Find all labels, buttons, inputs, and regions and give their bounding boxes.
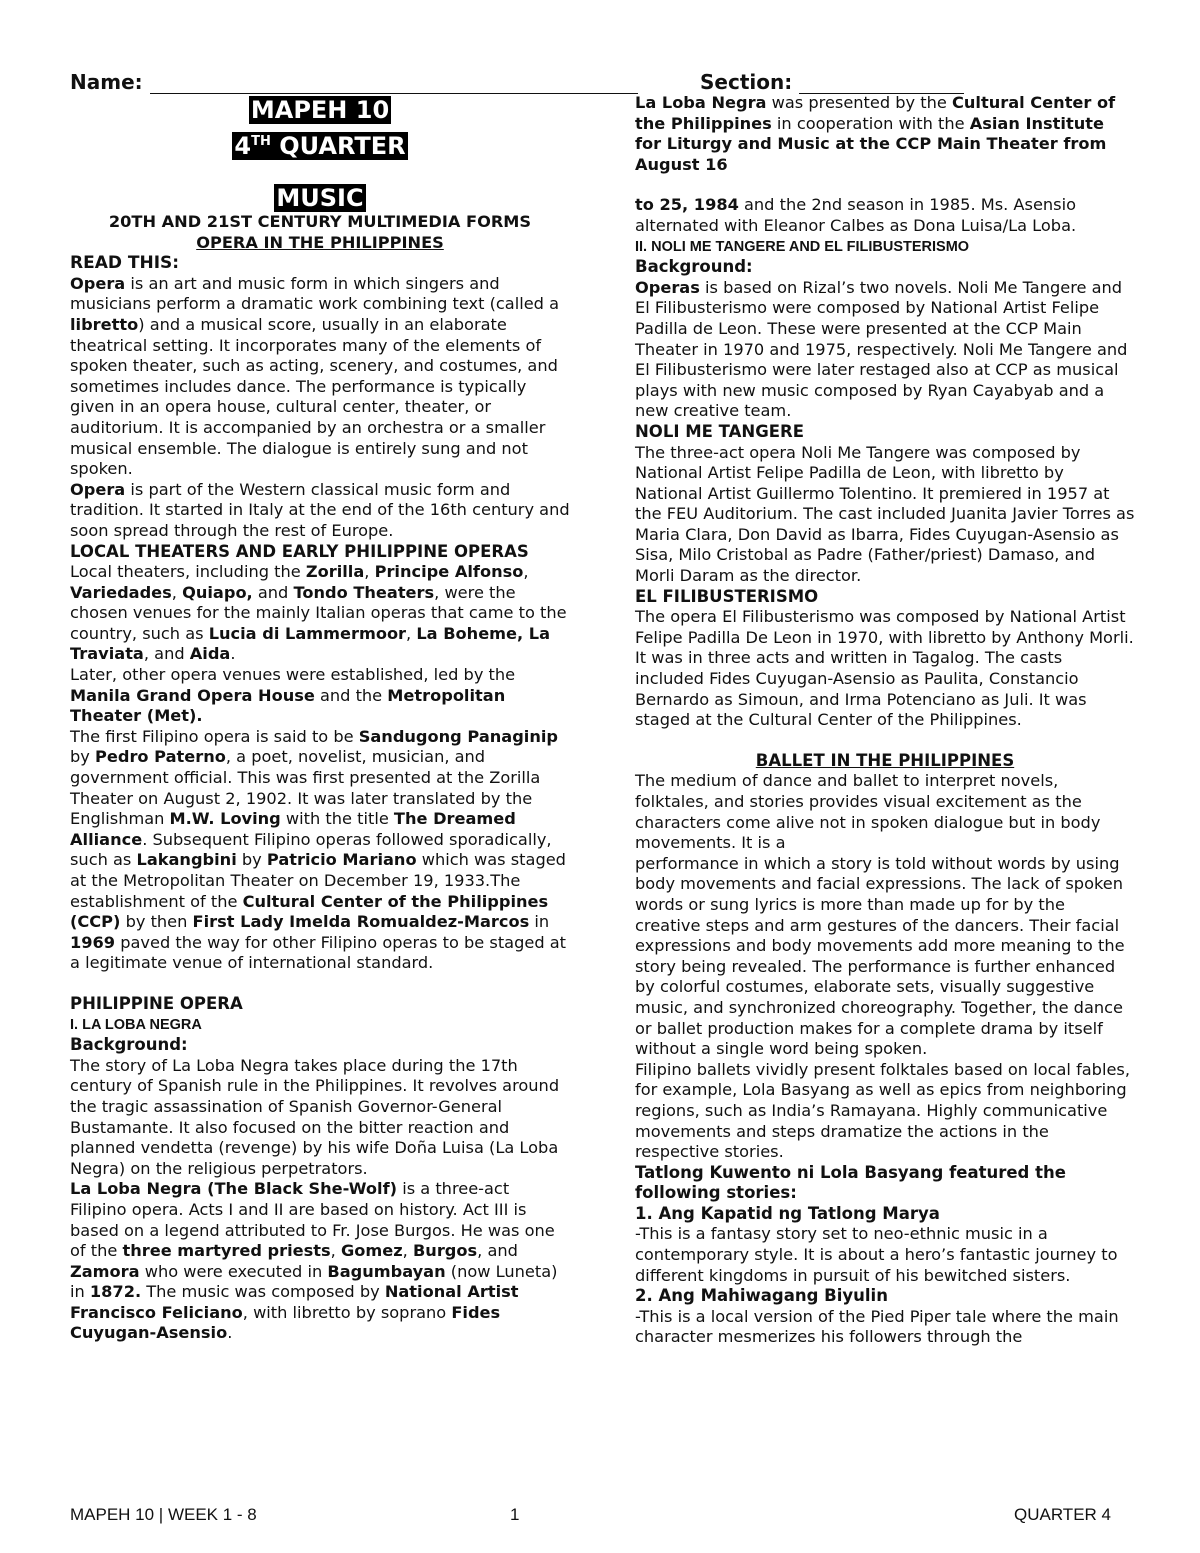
heading-ballet: BALLET IN THE PHILIPPINES [755,750,1015,770]
footer-page-number: 1 [510,1505,520,1524]
paragraph-loba-presentation: La Loba Negra was presented by the Cultural Center of the Philippines in cooperation with the Asian Institute for Liturgy and Music at the CCP Main Theater from August 16 [635,93,1116,174]
heading-la-loba-negra: I. LA LOBA NEGRA [70,1016,202,1033]
section-label: Section: [700,70,793,94]
subtopic-heading: OPERA IN THE PHILIPPINES [196,232,444,252]
section-field [700,70,964,94]
spacer [70,974,570,994]
paragraph-local-theaters: Local theaters, including the Zorilla, Principe Alfonso, Variedades, Quiapo, and Tondo Theaters, were the chosen venues for the mainly Italian operas that came to the country, such as Lucia di Lammermoor, La Boheme, La Traviata, and Aida. [70,562,567,664]
heading-story-1: 1. Ang Kapatid ng Tatlong Marya [635,1203,940,1223]
read-this-heading: READ THIS: [70,253,180,274]
paragraph-story-1: -This is a fantasy story set to neo-ethnic music in a contemporary style. It is about a hero’s fantastic journey to different kingdoms in pursuit of his bewitched sisters. [635,1224,1118,1285]
footer-right: QUARTER 4 [1014,1505,1111,1524]
title-line2: 4TH QUARTER [234,132,406,160]
paragraph-first-filipino-opera: The first Filipino opera is said to be Sandugong Panaginip by Pedro Paterno, a poet, novelist, musician, and government official. This was first presented at the Zorilla Theater on August 2, 1902. It was later translated by the Englishman M.W. Loving with the title The Dreamed Alliance. Subsequent Filipino operas followed sporadically, such as Lakangbini by Patricio Mariano which was staged at the Metropolitan Theater on December 19, 1933.The establishment of the Cultural Center of the Philippines (CCP) by then First Lady Imelda Romualdez-Marcos in 1969 paved the way for other Filipino operas to be staged at a legitimate venue of international standard. [70,726,567,973]
paragraph-loba-season: to 25, 1984 and the 2nd season in 1985. Ms. Asensio alternated with Eleanor Calbes as Dona Luisa/La Loba. [635,195,1077,235]
heading-local-theaters: LOCAL THEATERS AND EARLY PHILIPPINE OPERAS [70,541,529,561]
heading-story-2: 2. Ang Mahiwagang Biyulin [635,1286,888,1306]
paragraph-opera-tradition: Opera is part of the Western classical music form and tradition. It started in Italy at the end of the 16th century and soon spread through the rest of Europe. [70,479,570,540]
heading-tatlong-kuwento: Tatlong Kuwento ni Lola Basyang featured the following stories: [635,1162,1066,1203]
paragraph-loba-story: The story of La Loba Negra takes place during the 17th century of Spanish rule in the Philippines. It revolves around the tragic assassination of Spanish Governor-General Bustamante. It also focused on the bitter reaction and planned vendetta (revenge) by his wife Doña Luisa (La Loba Negra) on the religious perpetrators. [70,1055,560,1178]
title-block [70,96,570,212]
paragraph-ballet-performance: performance in which a story is told without words by using body movements and facial expressions. The lack of spoken words or sung lyrics is more than made up for by the creative steps and arm gestures of the dancers. Their facial expressions and body movements add more meaning to the story being revealed. The performance is further enhanced [635,853,1125,976]
title-line1: MAPEH 10 [250,96,390,124]
paragraph-opera-definition: Opera is an art and music form in which singers and musicians perform a dramatic work combining text (called a libretto) and a musical score, usually in an elaborate theatrical setting. It incorporates many of the elements of spoken theater, such as acting, scenery, and costumes, and sometimes includes dance. The performance is typically given in an opera house, cultural center, theater, or auditorium. It is accompanied by an orchestra or a smaller musical ensemble. The dialogue is entirely sung and not spoken. [70,273,560,479]
name-label: Name: [70,70,143,94]
subject-heading: MUSIC [276,184,364,212]
paragraph-ballet-costumes: by colorful costumes, elaborate sets, visually suggestive music, and synchronized choreography. Together, the dance or ballet production makes for a complete drama by itself without a single word being spoken. [635,977,1123,1059]
heading-background-noli: Background: [635,257,753,277]
section-blank-line [799,75,964,94]
right-column [635,93,1135,1348]
paragraph-loba-details: La Loba Negra (The Black She-Wolf) is a three-act Filipino opera. Acts I and II are based on history. Act III is based on a legend attributed to Fr. Jose Burgos. He was one of the three martyred priests, Gomez, Burgos, and Zamora who were executed in Bagumbayan (now Luneta) in 1872. The music was composed by National Artist Francisco Feliciano, with libretto by soprano Fides Cuyugan-Asensio. [70,1179,558,1343]
paragraph-opera-venues: Later, other opera venues were established, led by the Manila Grand Opera House and the Metropolitan Theater (Met). [70,665,516,726]
paragraph-ballet-medium: The medium of dance and ballet to interpret novels, folktales, and stories provides visual excitement as the characters come alive not in spoken dialogue but in body movements. It is a [635,771,1101,853]
paragraph-rizal-operas: Operas is based on Rizal’s two novels. Noli Me Tangere and El Filibusterismo were composed by National Artist Felipe Padilla de Leon. These were presented at the CCP Main Theater in 1970 and 1975, respectively. Noli Me Tangere and El Filibusterismo were later restaged also at CCP as musical plays with new music composed by Ryan Cayabyab and a new creative team. [635,277,1128,421]
heading-philippine-opera: PHILIPPINE OPERA [70,993,243,1013]
spacer [635,175,1135,195]
heading-noli-fili: II. NOLI ME TANGERE AND EL FILIBUSTERISMO [635,238,970,255]
footer-left: MAPEH 10 | WEEK 1 - 8 [70,1505,257,1524]
spacer [635,731,1135,751]
topic-heading: 20TH AND 21ST CENTURY MULTIMEDIA FORMS [108,212,532,231]
paragraph-story-2: -This is a local version of the Pied Piper tale where the main character mesmerizes his followers through the [635,1306,1119,1347]
heading-background-loba: Background: [70,1035,188,1055]
paragraph-fili: The opera El Filibusterismo was composed by National Artist Felipe Padilla De Leon in 1970, with libretto by Anthony Morli. It was in three acts and written in Tagalog. The casts included Fides Cuyugan-Asensio as Paulita, Constancio Bernardo as Simoun, and Irma Potenciano as Juli. It was staged at the Cultural Center of the Philippines. [635,607,1134,730]
paragraph-noli: The three-act opera Noli Me Tangere was composed by National Artist Felipe Padilla de Leon, with libretto by National Artist Guillermo Tolentino. It premiered in 1957 at the FEU Auditorium. The cast included Juanita Javier Torres as Maria Clara, Don David as Ibarra, Fides Cuyugan-Asensio as Sisa, Milo Cristobal as Padre (Father/priest) Damaso, and Morli Daram as the director. [635,442,1135,586]
heading-el-filibusterismo: EL FILIBUSTERISMO [635,586,819,606]
heading-noli-me-tangere: NOLI ME TANGERE [635,421,805,441]
paragraph-filipino-ballets: Filipino ballets vividly present folktales based on local fables, for example, Lola Basyang as well as epics from neighboring regions, such as India’s Ramayana. Highly communicative movements and steps dramatize the actions in the respective stories. [635,1059,1130,1162]
left-column [70,88,570,1344]
